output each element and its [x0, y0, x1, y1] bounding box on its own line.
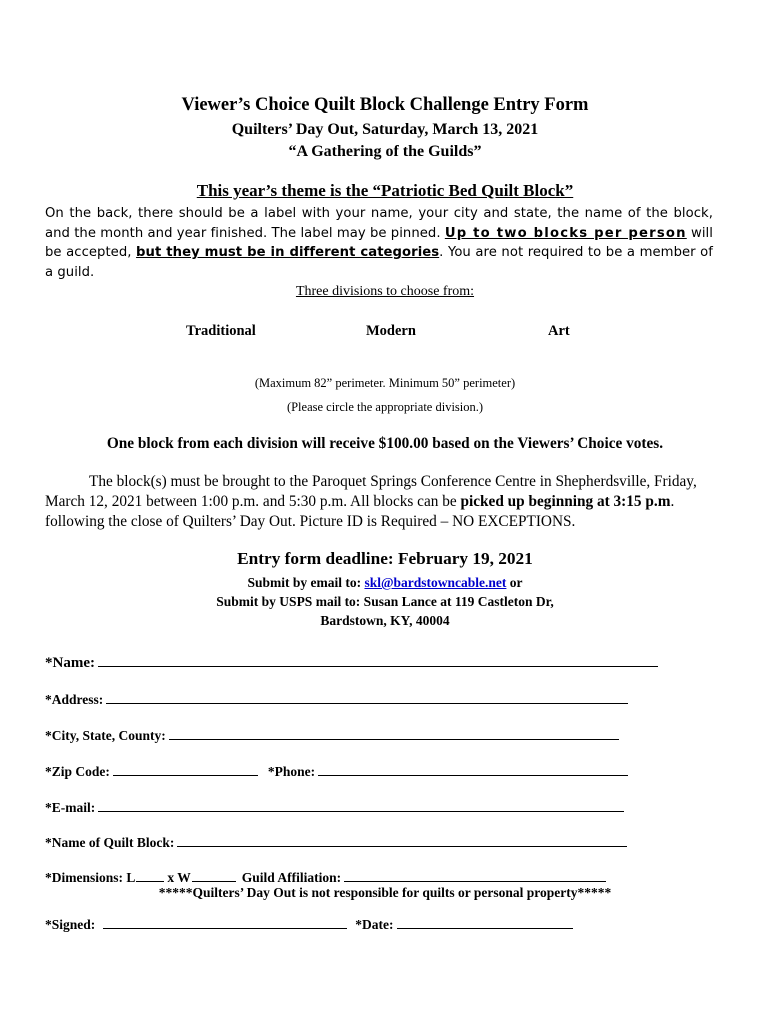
intro-paragraph — [45, 204, 713, 282]
name-row — [45, 652, 658, 672]
address-label: *Address: — [45, 692, 104, 707]
address-input-line[interactable] — [106, 689, 628, 704]
divisions-heading: Three divisions to choose from: — [295, 284, 475, 299]
city-label: *City, State, County: — [45, 728, 166, 743]
quilt-name-label: *Name of Quilt Block: — [45, 835, 175, 850]
zip-phone-row — [45, 761, 628, 780]
intro-text-2: will be accepted, — [45, 225, 713, 260]
intro-emphasis-categories: but they must be in different categories — [136, 245, 440, 260]
name-input-line[interactable] — [98, 652, 658, 667]
dimensions-row — [45, 867, 606, 886]
dropoff-paragraph — [45, 472, 713, 532]
address-row — [45, 689, 628, 708]
disclaimer-text: *****Quilters’ Day Out is not responsible for quilts or personal property***** — [158, 885, 612, 900]
intro-emphasis-limit: Up to two blocks per person — [444, 225, 687, 241]
zip-label: *Zip Code: — [45, 764, 110, 779]
phone-label: *Phone: — [267, 764, 316, 779]
email-label: *E-mail: — [45, 800, 96, 815]
submit-email-suffix: or — [506, 575, 523, 590]
email-input-line[interactable] — [98, 797, 624, 812]
deadline-heading: Entry form deadline: February 19, 2021 — [237, 549, 533, 568]
date-label: *Date: — [355, 917, 394, 932]
division-art: Art — [548, 323, 570, 339]
division-traditional: Traditional — [186, 323, 256, 339]
submit-mail-line: Submit by USPS mail to: Susan Lance at 119 Castleton Dr, — [216, 594, 554, 609]
dropoff-text-1: The block(s) must be brought to the Paroquet Springs Conference Centre in Shepherdsville, Friday, March 12, 2021 between 1:00 p.m. and 5:30 p.m. All blocks can be — [45, 473, 697, 510]
phone-input-line[interactable] — [318, 761, 628, 776]
city-row — [45, 725, 619, 744]
submit-city-line: Bardstown, KY, 40004 — [320, 613, 450, 628]
signature-row — [45, 914, 573, 933]
dropoff-emphasis: picked up beginning at 3:15 p.m — [460, 493, 671, 510]
dimensions-length-label: *Dimensions: L — [45, 870, 136, 885]
signed-label: *Signed: — [45, 917, 96, 932]
length-input-line[interactable] — [136, 867, 164, 882]
event-subtitle: Quilters’ Day Out, Saturday, March 13, 2021 — [231, 121, 539, 138]
width-input-line[interactable] — [192, 867, 236, 882]
date-input-line[interactable] — [397, 914, 573, 929]
perimeter-note: (Maximum 82” perimeter. Minimum 50” perimeter) — [254, 376, 516, 390]
intro-text-3: . You are not required to be a member of a guild. — [45, 245, 713, 280]
theme-heading: This year’s theme is the “Patriotic Bed Quilt Block” — [196, 181, 574, 200]
dropoff-text-2: . following the close of Quilters’ Day Out. Picture ID is Required – NO EXCEPTIONS. — [45, 493, 675, 530]
name-label: *Name: — [45, 655, 95, 671]
quilt-name-row — [45, 832, 627, 851]
submit-email-prefix: Submit by email to: — [247, 575, 365, 590]
submit-email-line — [0, 575, 770, 591]
zip-input-line[interactable] — [113, 761, 258, 776]
city-input-line[interactable] — [169, 725, 619, 740]
email-row — [45, 797, 624, 816]
form-title: Viewer’s Choice Quilt Block Challenge Entry Form — [181, 95, 589, 115]
event-tagline: “A Gathering of the Guilds” — [288, 143, 482, 160]
guild-input-line[interactable] — [344, 867, 606, 882]
intro-text-1: On the back, there should be a label with your name, your city and state, the name of the block, and the month and year finished. The label may be pinned. — [45, 206, 713, 241]
submit-email-link[interactable]: skl@bardstowncable.net — [364, 575, 507, 590]
signature-input-line[interactable] — [103, 914, 347, 929]
prize-statement: One block from each division will receive $100.00 based on the Viewers’ Choice votes. — [106, 435, 664, 452]
guild-label: Guild Affiliation: — [241, 870, 342, 885]
dimensions-width-label: x W — [167, 870, 191, 885]
circle-instruction: (Please circle the appropriate division.) — [286, 400, 484, 414]
quilt-name-input-line[interactable] — [177, 832, 627, 847]
division-modern: Modern — [366, 323, 416, 339]
